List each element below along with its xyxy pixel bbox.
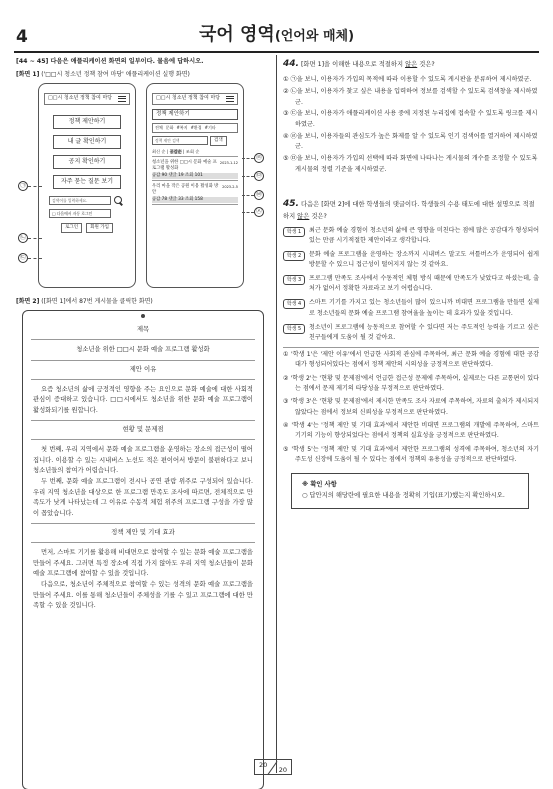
- post-detail-screen: [22, 310, 264, 789]
- q45-stem-b: 것은?: [309, 212, 327, 220]
- search-icon[interactable]: [114, 196, 122, 204]
- screen1-desc: ('□□시 청소년 정책 참여 마당' 애플리케이션 실행 화면): [41, 70, 190, 78]
- subject-title: [14, 21, 539, 49]
- student-tag: 학생 1: [283, 227, 305, 237]
- screen2-label: [16, 297, 270, 306]
- tab-welfare[interactable]: #복지: [176, 124, 188, 130]
- login-button[interactable]: 로그인: [61, 223, 82, 233]
- subject-sub: (언어와 매체): [274, 29, 355, 44]
- app-title: □□시 청소년 정책 참여 마당: [48, 95, 113, 102]
- list-item[interactable]: [152, 160, 238, 181]
- question-intro: [44 ~ 45] 다음은 애플리케이션 화면의 일부이다. 물음에 답하시오.: [16, 58, 204, 65]
- q44-stem-emph: 않은: [405, 61, 418, 68]
- page-number: 4: [16, 27, 28, 47]
- faq-button[interactable]: 자주 묻는 질문 보기: [53, 175, 121, 189]
- callout-7: ㉦: [255, 207, 262, 215]
- search-input[interactable]: 검색어를 입력하세요.: [49, 196, 111, 205]
- plan-paragraph-1: 먼저, 스마트 기기를 활용해 비대면으로 참여할 수 있는 문화 예술 프로그램을 만들어 주세요. 그러면 특정 장소에 직접 가지 않아도 우리 지역 청소년들이 문화 예술 프로그램에 참여할 수 있을 것입니다.: [33, 549, 253, 578]
- left-column: [16, 57, 270, 789]
- callout-leader: [242, 176, 254, 177]
- student-text: 최근 문화 예술 경험이 청소년의 삶에 큰 영향을 미친다는 점에 많은 공감대가 형성되어 있는 만큼 시기적절한 제안이라고 생각합니다.: [309, 226, 539, 244]
- callout-leader: [242, 212, 254, 213]
- student-tag: 학생 4: [283, 299, 305, 309]
- status-heading: 현황 및 문제점: [31, 420, 255, 440]
- screen1-label: [16, 70, 270, 79]
- question-45-stem: [283, 197, 539, 221]
- choice-4[interactable]: ④ ㉣을 보니, 이용자들의 관심도가 높은 화제를 알 수 있도록 인기 검색어를 열거하여 제시하였군.: [283, 132, 538, 151]
- student-text: 청소년이 프로그램에 능동적으로 참여할 수 있다면 저는 주도적인 능력을 기르고 싶은 친구들에게 도움이 될 것 같아요.: [309, 323, 539, 341]
- auto-login-checkbox[interactable]: □ 다음에서 자동 로그인: [49, 209, 111, 218]
- callout-1: ㉠: [19, 181, 26, 189]
- choice-4[interactable]: ④ '학생 4'는 '정책 제안 및 기대 효과'에서 제안한 비대면 프로그램의 개발에 주목하여, 스마트 기기의 기능이 향상되었다는 점에서 정책의 실효성을 긍정적으로 판단하였다.: [283, 422, 539, 440]
- callout-2: ㉡: [19, 233, 26, 241]
- callout-3: ㉢: [19, 253, 26, 261]
- sort-options: 최신 순 | 공감순 | 조회 순: [152, 149, 238, 158]
- student-tag: 학생 5: [283, 324, 305, 334]
- right-column: [283, 57, 539, 509]
- propose-policy-button[interactable]: 정책 제안하기: [53, 115, 121, 129]
- question-44-choices: [283, 75, 539, 175]
- q45-stem-emph: 않은: [297, 212, 310, 220]
- status-text: [31, 440, 255, 523]
- post-stats: 공감 78 댓글 33 조회 158: [152, 197, 238, 203]
- callout-4: ㉣: [255, 153, 262, 161]
- page-current: 20: [259, 761, 268, 769]
- question-45-choices: [283, 347, 539, 466]
- student-comments: [283, 226, 539, 343]
- notices-button[interactable]: 공지 확인하기: [53, 155, 121, 169]
- student-text: 프로그램 만족도 조사에서 수동적인 체험 방식 때문에 만족도가 낮았다고 하셨는데, 출처가 없어서 정확한 자료라고 보기 어렵습니다.: [309, 275, 539, 293]
- sort-views[interactable]: 조회 순: [185, 148, 200, 154]
- notice-box: [291, 473, 529, 508]
- callout-leader: [242, 195, 254, 196]
- student-text: 문화 예술 프로그램을 운영하는 장소까지 시내버스 말고도 셔틀버스가 운영되어 쉽게 방문할 수 있으니 접근성이 떨어지지 않는 것 같아요.: [309, 250, 539, 269]
- q45-stem-a: 다음은 [화면 2]에 대한 학생들의 댓글이다. 학생들의 수용 태도에 대한 설명으로 적절하지: [283, 201, 535, 220]
- callout-leader: [28, 186, 42, 187]
- app-title-bar: [152, 93, 238, 105]
- my-posts-button[interactable]: 내 글 확인하기: [53, 135, 121, 149]
- post-date: 2023-2-5: [222, 185, 238, 190]
- student-comment: [283, 323, 539, 343]
- callout-5: ㉤: [255, 171, 262, 179]
- callout-leader: [28, 238, 42, 239]
- student-comment: [283, 226, 539, 246]
- tab-culture[interactable]: 문화: [165, 124, 174, 130]
- page-indicator: [254, 759, 292, 775]
- tab-all[interactable]: 전체: [155, 124, 163, 130]
- choice-1[interactable]: ① ㉠을 보니, 이용자가 가입의 목적에 따라 이용할 수 있도록 게시판을 분류하여 제시하였군.: [283, 76, 532, 84]
- choice-5[interactable]: ⑤ ㉤을 보니, 이용자가 가입의 선택에 따라 화면에 나타나는 게시물의 개수를 조정할 수 있도록 게시물의 정렬 기준을 제시하였군.: [283, 154, 538, 173]
- menu-icon[interactable]: [118, 96, 126, 102]
- reason-paragraph: 요즘 청소년의 삶에 긍정적인 영향을 주는 요인으로 문화 예술에 대한 사회적 관심이 증대하고 있습니다. □□시에서도 청소년을 위한 문화 예술 프로그램이 활성화되기를 원합니다.: [33, 385, 253, 414]
- board-search-button[interactable]: 검색: [210, 136, 227, 146]
- tab-etc[interactable]: #기타: [204, 124, 216, 130]
- sort-latest[interactable]: 최신 순: [152, 148, 166, 154]
- post-stats: 공감 90 댓글 19 조회 101: [152, 173, 238, 179]
- post-date: 2023-1-12: [219, 161, 238, 166]
- student-tag: 학생 3: [283, 275, 305, 285]
- question-45-number: 45.: [283, 199, 299, 210]
- screen2-desc: ([화면 1]에서 87번 게시물을 클릭한 화면): [41, 297, 153, 305]
- page-slash: [268, 761, 278, 775]
- post-title: 청소년을 위한 □□시 문화 예술 프로그램 활성화: [152, 160, 217, 172]
- notice-title: ※ 확인 사항: [302, 481, 337, 489]
- phone-home-screen: [38, 83, 136, 288]
- post-title: 우리 마을 작은 공원 이용 활성화 방안: [152, 184, 219, 196]
- choice-1[interactable]: ① '학생 1'은 '제안 이유'에서 언급한 사회적 관심에 주목하여, 최근 문화 예술 경험에 대한 공감대가 형성되어있다는 점에서 정책 제안의 시의성을 긍정적으로 판단하였다.: [283, 350, 539, 369]
- choice-3[interactable]: ③ ㉢을 보니, 이용자가 애플리케이션 사용 중에 지정된 누리집에 접속할 수 있도록 링크를 제시하였군.: [283, 110, 538, 129]
- board-title[interactable]: 정책 제안하기: [152, 109, 238, 120]
- category-tabs: [152, 123, 238, 133]
- app-title: □□시 청소년 정책 참여 마당: [156, 95, 221, 102]
- q44-stem-b: 것은?: [417, 61, 435, 68]
- screen2-tag: [화면 2]: [16, 297, 40, 305]
- status-paragraph-1: 첫 번째, 우리 지역에서 문화 예술 프로그램을 운영하는 장소의 접근성이 떨어집니다. 이용할 수 있는 시내버스 노선도 적은 편이어서 방문이 불편하다고 보니 청소년들의 참여가 어렵습니다.: [33, 446, 253, 475]
- choice-2[interactable]: ② '학생 2'는 '현황 및 문제점'에서 언급한 접근성 문제에 주목하여, 실제로는 다른 교통편이 있다는 점에서 문제 제기의 타당성을 부정적으로 판단하였다.: [283, 374, 539, 392]
- board-search-input[interactable]: 정책 제안 검색: [152, 136, 208, 145]
- join-button[interactable]: 회원 가입: [86, 223, 113, 233]
- student-comment: [283, 250, 539, 270]
- student-tag: 학생 2: [283, 251, 305, 261]
- student-text: 스마트 기기를 가지고 있는 청소년들이 많이 있으니까 비대면 프로그램을 만들면 실제로 청소년들의 문화 예술 프로그램 참여율을 높이는 데 효과가 있을 것입니다.: [309, 299, 539, 317]
- subject-main: 국어 영역: [198, 24, 275, 45]
- reason-heading: 제안 이유: [31, 360, 255, 380]
- screen1-illustration: [16, 83, 270, 295]
- plan-heading: 정책 제안 및 기대 효과: [31, 523, 255, 543]
- choice-5[interactable]: ⑤ '학생 5'는 '정책 제안 및 기대 효과'에서 제안한 프로그램의 성격에 주목하여, 청소년의 자기 주도성 신장에 도움이 될 수 있다는 점에서 정책의 유용성을 긍정적으로 판단하였다.: [283, 445, 539, 464]
- board-search-row: [152, 136, 238, 146]
- callout-leader: [242, 158, 254, 159]
- plan-text: [31, 543, 255, 615]
- login-buttons: [39, 223, 135, 233]
- callout-6: ㉥: [255, 190, 262, 198]
- question-44-number: 44.: [283, 59, 299, 69]
- status-paragraph-2: 두 번째, 문화 예술 프로그램이 전시나 공연 관람 위주로 구성되어 있습니다. 우리 지역 청소년을 대상으로 한 프로그램 만족도 조사에 따르면, 전체적으로 만족도가 낮게 나타났는데 그 이유로 수동적 체험 위주의 프로그램 구성을 가장 많이 꼽았습니다.: [33, 478, 253, 517]
- notice-text: ○ 답안지의 해당란에 필요한 내용을 정확히 기입(표기)했는지 확인하시오.: [302, 492, 505, 500]
- screen1-tag: [화면 1]: [16, 70, 40, 78]
- post-title-text: 청소년을 위한 □□시 문화 예술 프로그램 활성화: [76, 346, 210, 354]
- camera-dot: [141, 314, 145, 318]
- menu-icon[interactable]: [226, 96, 234, 102]
- post-title-heading: 제목: [31, 321, 255, 340]
- page-header: [14, 18, 539, 48]
- student-comment: [283, 274, 539, 294]
- plan-paragraph-2: 다음으로, 청소년이 주체적으로 참여할 수 있는 성격의 문화 예술 프로그램을 만들어 주세요. 이를 통해 청소년들이 주체성을 기를 수 있고 프로그램에 대한 만족할 수 있을 것입니다.: [33, 580, 253, 610]
- sort-likes[interactable]: 공감순: [169, 148, 182, 154]
- question-44-stem: [283, 57, 539, 71]
- search-row: [49, 196, 135, 205]
- choice-3[interactable]: ③ '학생 3'은 '현황 및 문제점'에서 제시한 만족도 조사 자료에 주목하여, 자료의 출처가 제시되지 않았다는 점에서 정보의 신뢰성을 부정적으로 판단하였다.: [283, 398, 539, 416]
- q44-stem-a: [화면 1]을 이해한 내용으로 적절하지: [300, 61, 406, 68]
- page-total: 20: [278, 765, 287, 774]
- column-divider: [276, 55, 277, 773]
- list-item[interactable]: [152, 184, 238, 205]
- callout-leader: [28, 258, 42, 259]
- choice-2[interactable]: ② ㉡을 보니, 이용자가 찾고 싶은 내용을 입력하여 정보를 검색할 수 있도록 검색창을 제시하였군.: [283, 88, 538, 106]
- header-rule: [14, 51, 539, 53]
- app-title-bar: [44, 93, 130, 105]
- phone-board-screen: [146, 83, 244, 288]
- question-45: [283, 197, 539, 465]
- student-comment: [283, 298, 539, 318]
- reason-text: [31, 380, 255, 421]
- tab-environment[interactable]: #환경: [190, 124, 202, 130]
